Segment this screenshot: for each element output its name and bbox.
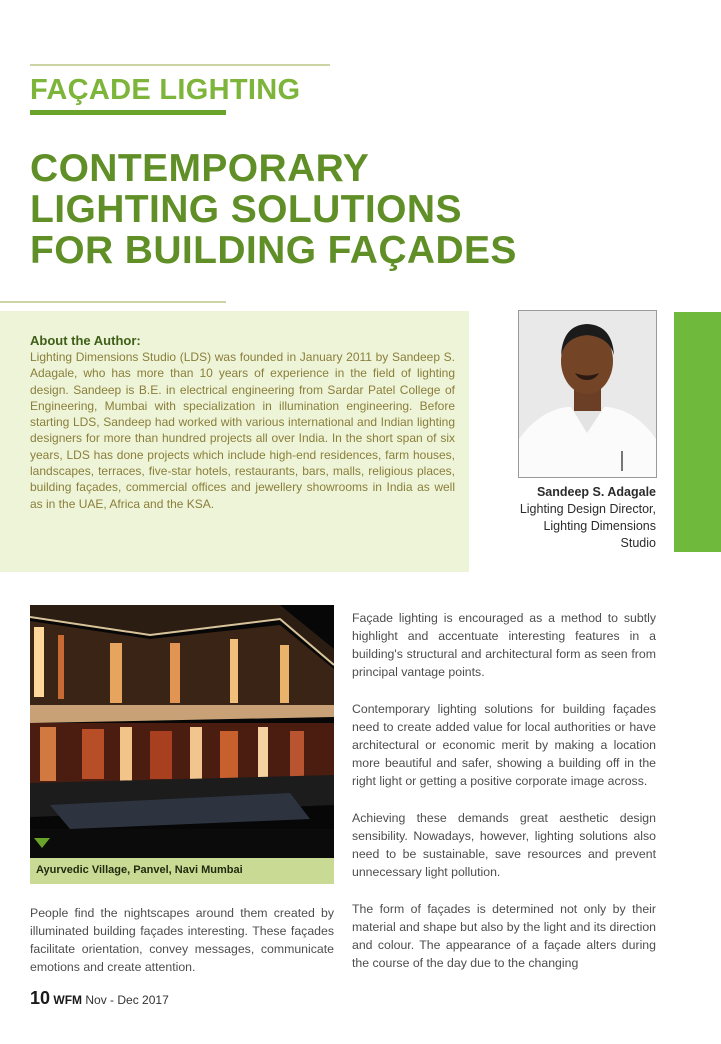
side-tab bbox=[674, 312, 721, 552]
author-name: Sandeep S. Adagale bbox=[536, 485, 656, 499]
paragraph: People find the nightscapes around them created by illuminated building façades interesting. These façades facilitate orientation, convey messages, communicate emotions and create attention. bbox=[30, 906, 334, 974]
paragraph: Achieving these demands great aesthetic design sensibility. Nowadays, however, lighting solutions also need to be sustainable, save resources and prevent unnecessary light pollution. bbox=[352, 811, 656, 879]
author-caption bbox=[480, 484, 656, 552]
paragraph: The form of façades is determined not only by their material and shape but also by the light and its direction and colour. The appearance of a façade alters during the course of the day due to the changing bbox=[352, 902, 656, 970]
author-title-line-1: Lighting Design Director, bbox=[519, 502, 656, 516]
headline-divider bbox=[0, 301, 226, 303]
top-rule bbox=[30, 64, 330, 66]
paragraph: Façade lighting is encouraged as a method to subtly highlight and accentuate interesting features in a building's structural and architectural form as seen from principal vantage points. bbox=[352, 611, 656, 679]
magazine-brand: WFM bbox=[53, 993, 83, 1007]
page-footer bbox=[30, 988, 169, 1009]
title-line-1: CONTEMPORARY bbox=[30, 147, 370, 190]
author-bio: Lighting Dimensions Studio (LDS) was founded in January 2011 by Sandeep S. Adagale, who has more than 10 years of experience in the field of lighting design. Sandeep is B.E. in electrical engineering from Sardar Patel College of Engineering, Mumbai with specialization in illumination engineering. Before starting LDS, Sandeep had worked with various international and Indian lighting designers for more than hundred projects all over India. In the short span of six years, LDS has done projects which include high-end residences, farm houses, landscapes, terraces, five-star hotels, restaurants, bars, malls, religious places, building façades, commercial offices and jewellery showrooms in India as well as in the UAE, Africa and the KSA. bbox=[30, 350, 455, 511]
author-heading: About the Author: bbox=[30, 333, 141, 348]
author-title-line-3: Studio bbox=[620, 536, 656, 550]
issue-date: Nov - Dec 2017 bbox=[85, 993, 169, 1007]
title-line-3: FOR BUILDING FAÇADES bbox=[30, 229, 517, 272]
photo-caption: Ayurvedic Village, Panvel, Navi Mumbai bbox=[36, 864, 243, 876]
section-underline bbox=[30, 110, 226, 115]
author-photo bbox=[518, 310, 657, 478]
caption-arrow-icon bbox=[34, 838, 50, 848]
page-number: 10 bbox=[30, 988, 51, 1008]
author-title-line-2: Lighting Dimensions bbox=[543, 519, 656, 533]
article-left-column bbox=[30, 904, 334, 976]
section-label: FAÇADE LIGHTING bbox=[30, 74, 301, 106]
article-right-column bbox=[352, 609, 656, 991]
building-photo bbox=[30, 605, 334, 858]
title-line-2: LIGHTING SOLUTIONS bbox=[30, 188, 462, 231]
page-title bbox=[30, 148, 590, 271]
paragraph: Contemporary lighting solutions for building façades need to create added value for local authorities or have architectural or economic merit by making a location more beautiful and safer, showing a building off in the right light or getting a positive corporate image across. bbox=[352, 702, 656, 788]
